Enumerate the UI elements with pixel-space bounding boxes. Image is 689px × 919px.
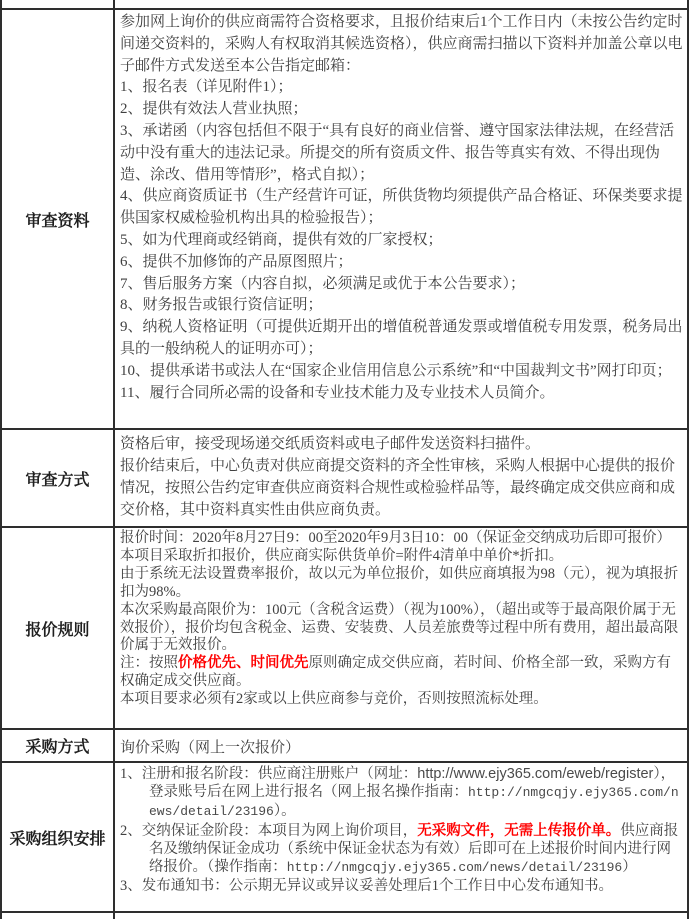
paragraph-item-3: 3、承诺函（内容包括但不限于“具有良好的商业信誉、遵守国家法律法规，在经营活动中没有重大的违法记录。所提交的所有资质文件、报告等真实有效、不得出现伪造、涂改、借用等情形”，格式自拟）；	[120, 122, 675, 183]
arrangement-item-2	[120, 822, 684, 878]
item1-text-end: ）。	[273, 803, 296, 820]
note-red-emphasis: 价格优先、时间优先	[178, 655, 309, 672]
paragraph-item-8: 8、财务报告或银行资信证明；	[120, 297, 323, 314]
paragraph-item-1: 1、报名表（详见附件1）；	[120, 79, 293, 96]
item1-text-mid: ，登录账号后在网上进行报名（网上报名操作指南：	[149, 766, 676, 801]
paragraph-price-limit: 本次采购最高限价为：100元（含税含运费）（视为100%），（超出或等于最高限价属于无效报价），报价均包含税金、运费、安装费、人员差旅费等过程中所有费用，超出最高限价属于无效报价。	[120, 601, 679, 654]
paragraph-review-process: 报价结束后，中心负责对供应商提交资料的齐全性审核，采购人根据中心提供的报价情况，按照公告约定审查供应商资料合规性或检验样品等，最终确定成交供应商和成交价格，其中资料真实性由供应商负责。	[120, 458, 676, 518]
item2-red-emphasis: 无采购文件，无需上传报价单。	[417, 822, 621, 839]
partial-top-header-cell	[2, 0, 115, 8]
row-content-review-materials	[115, 10, 687, 428]
row-header-review-materials: 审查资料	[2, 10, 115, 428]
paragraph-qualification: 资格后审，接受现场递交纸质资料或电子邮件发送资料扫描件。	[120, 436, 541, 452]
paragraph-item-9: 9、纳税人资格证明（可提供近期开出的增值税普通发票或增值税专用发票，税务局出具的一般纳税人的证明亦可）；	[120, 319, 683, 357]
procurement-method-value: 询价采购（网上一次报价）	[120, 740, 301, 756]
partial-bottom-header-cell	[2, 913, 115, 919]
paragraph-item-6: 6、提供不加修饰的产品原图照片；	[120, 253, 353, 270]
partial-bottom-content-cell	[115, 913, 687, 919]
item3-text: 3、发布通知书：公示期无异议或异议妥善处理后1个工作日中心发布通知书。	[120, 878, 613, 895]
row-organization-arrangement	[2, 761, 687, 911]
paragraph-discount-quote: 本项目采取折扣报价，供应商实际供货单价=附件4清单中单价*折扣。	[120, 547, 564, 564]
paragraph-item-10: 10、提供承诺书或法人在“国家企业信用信息公示系统”和“中国裁判文书”网打印页；	[120, 362, 672, 379]
paragraph-item-7: 7、售后服务方案（内容自拟，必须满足或优于本公告要求）；	[120, 275, 526, 292]
row-content-quotation-rules	[115, 528, 687, 728]
item1-text: 1、注册和报名阶段：供应商注册账户	[120, 766, 360, 782]
paragraph-item-4: 4、供应商资质证书（生产经营许可证，所供货物均须提供产品合格证、环保类要求提供国家权威检验机构出具的检验报告）；	[120, 188, 683, 227]
row-header-review-method: 审查方式	[2, 430, 115, 526]
row-procurement-method	[2, 728, 687, 761]
row-content-organization-arrangement	[115, 763, 687, 911]
row-header-quotation-rules: 报价规则	[2, 528, 115, 728]
row-review-materials	[2, 8, 687, 428]
arrangement-item-1	[120, 765, 684, 822]
paragraph-intro: 参加网上询价的供应商需符合资格要求，且报价结束后1个工作日内（未按公告约定时间递交资料的，采购人有权取消其候选资格），供应商需扫描以下资料并加盖公章以电子邮件方式发送至本公告指定邮箱：	[120, 14, 683, 74]
paragraph-quote-time: 报价时间：2020年8月27日9：00至2020年9月3日10：00（保证金交纳成功后即可报价）	[120, 530, 671, 546]
item2-text-mid: 供应商报名及缴纳保证金成功（系统中保证金状态为有效）后即可在上述报价时间内进行网络报价。（操作指南：	[149, 822, 679, 876]
paragraph-note	[120, 655, 684, 691]
row-content-procurement-method	[115, 730, 687, 761]
arrangement-item-3	[120, 877, 684, 895]
paragraph-item-2: 2、提供有效法人营业执照；	[120, 101, 308, 118]
item2-text-end: ）	[622, 859, 637, 876]
paragraph-rate-explain: 由于系统无法设置费率报价，故以元为单位报价，如供应商填报为98（元），视为填报折扣为98%。	[120, 565, 679, 600]
row-quotation-rules	[2, 526, 687, 728]
row-header-organization-arrangement: 采购组织安排	[2, 763, 115, 911]
row-content-review-method	[115, 430, 687, 526]
item1-guide-url: http://nmgcqjy.ejy365.com/news/detail/23196	[149, 785, 679, 820]
row-header-procurement-method: 采购方式	[2, 730, 115, 761]
row-review-method	[2, 428, 687, 526]
partial-top-row	[2, 0, 687, 8]
paragraph-item-5: 5、如为代理商或经销商，提供有效的厂家授权；	[120, 231, 443, 248]
item2-guide-url: http://nmgcqjy.ejy365.com/news/detail/23196	[286, 860, 623, 876]
note-prefix: 注：按照	[120, 655, 178, 672]
paragraph-minimum-bidders: 本项目要求必须有2家或以上供应商参与竞价，否则按照流标处理。	[120, 691, 548, 708]
partial-bottom-row	[2, 911, 687, 919]
paragraph-item-11: 11、履行合同所必需的设备和专业技术能力及专业技术人员简介。	[120, 384, 555, 401]
item1-register-url: （网址：http://www.ejy365.com/eweb/register）	[359, 766, 661, 782]
item2-text: 2、交纳保证金阶段：本项目为网上询价项目，	[120, 822, 418, 839]
partial-top-content-cell	[115, 0, 687, 8]
note-suffix: 原则确定成交供应商，若时间、价格全部一致，采购方有权确定成交供应商。	[120, 655, 671, 690]
